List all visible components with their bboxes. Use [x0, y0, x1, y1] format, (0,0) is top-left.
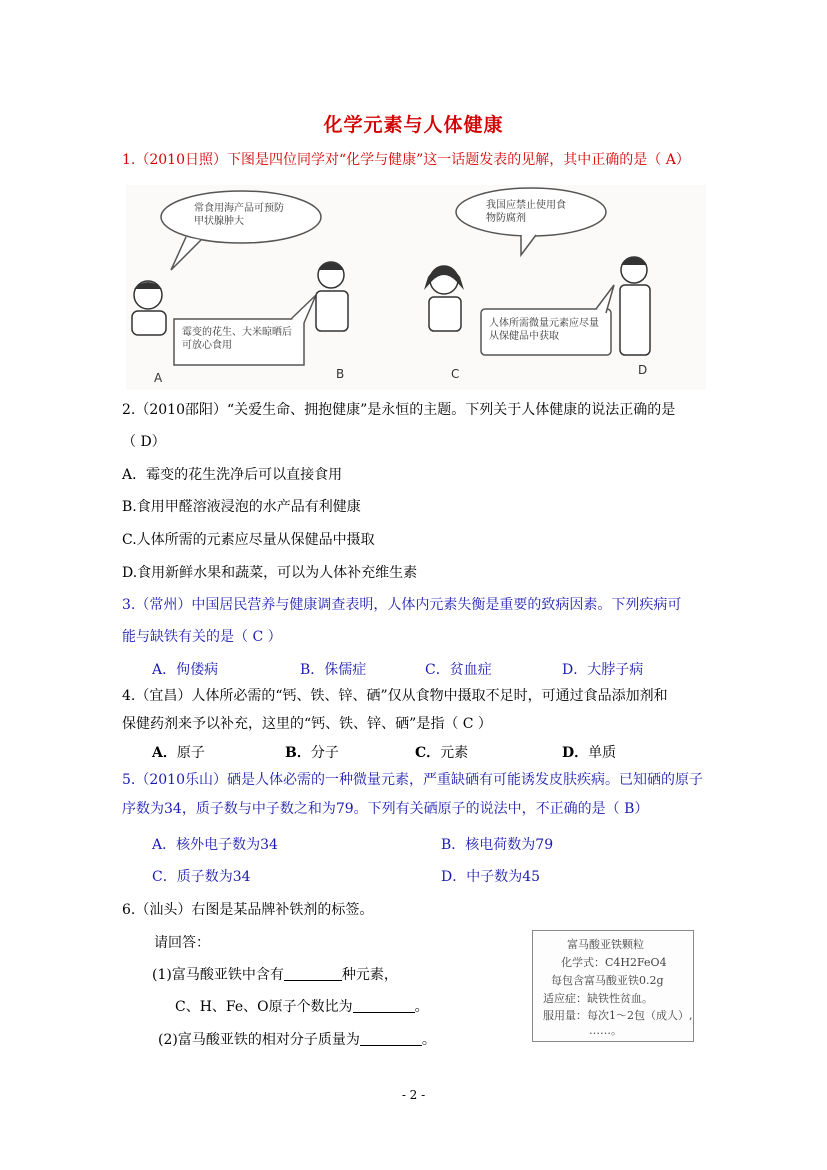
page-title: 化学元素与人体健康	[323, 114, 504, 136]
question-3-option-c: C．贫血症	[425, 662, 492, 678]
figure-label-c: C	[451, 367, 460, 381]
student-a-figure	[132, 281, 166, 335]
label-indication: 适应症：缺铁性贫血。	[543, 992, 653, 1005]
label-formula: 化学式：C4H2FeO4	[561, 956, 667, 969]
question-3-option-b: B．侏儒症	[300, 662, 367, 678]
answer-blank-element-count[interactable]	[284, 966, 342, 981]
question-2-line-1: 2.（2010邵阳）“关爱生命、拥抱健康”是永恒的主题。下列关于人体健康的说法正确的是	[122, 402, 676, 418]
label-ellipsis: ……。	[589, 1024, 622, 1037]
ratio-text: C、H、Fe、O原子个数比为	[175, 999, 353, 1015]
bubble-b-text: 霉变的花生、大米晾晒后可放心食用	[182, 327, 292, 351]
question-4-line-2: 保健药剂来予以补充，这里的“钙、铁、锌、硒”是指（ C ）	[122, 716, 492, 732]
question-2-option-b: B.食用甲醛溶液浸泡的水产品有利健康	[122, 499, 361, 515]
question-3-option-a: A．佝偻病	[152, 662, 219, 678]
student-d-figure	[620, 257, 650, 355]
question-2-option-a: A．霉变的花生洗净后可以直接食用	[122, 467, 343, 483]
option-text: 原子	[176, 745, 205, 761]
label-title: 富马酸亚铁颗粒	[567, 938, 644, 951]
student-c-figure	[424, 266, 464, 331]
question-4-option-c	[415, 744, 468, 762]
part-1-suffix: 种元素，	[341, 967, 398, 983]
question-5-option-a: A．核外电子数为34	[152, 837, 278, 853]
question-1-text: 1.（2010日照）下图是四位同学对“化学与健康”这一话题发表的见解，其中正确的是（ A）	[122, 152, 690, 168]
option-text: 单质	[588, 745, 617, 761]
figure-label-d: D	[638, 363, 648, 377]
option-text: 元素	[440, 745, 469, 761]
question-3-line-2: 能与缺铁有关的是（ C ）	[122, 629, 282, 645]
bubble-d-text: 人体所需微量元素应尽量从保健品中获取	[489, 318, 599, 342]
part-2-suffix: 。	[421, 1032, 436, 1048]
bubble-c-text: 我国应禁止使用食物防腐剂	[486, 200, 566, 224]
answer-blank-atom-ratio[interactable]	[353, 998, 415, 1013]
figure-label-b: B	[336, 367, 345, 381]
question-3-line-1: 3.（常州）中国居民营养与健康调查表明，人体内元素失衡是重要的致病因素。下列疾病可	[122, 597, 682, 613]
question-6-part-1	[152, 966, 398, 984]
question-5-option-b: B．核电荷数为79	[441, 837, 554, 853]
question-5-option-d: D．中子数为45	[441, 869, 541, 885]
iron-supplement-label	[532, 930, 694, 1042]
question-6-prompt: 请回答：	[154, 935, 210, 951]
question-4-line-1: 4.（宜昌）人体所必需的“钙、铁、锌、硒”仅从食物中摄取不足时，可通过食品添加剂和	[122, 688, 668, 704]
question-4-option-a	[152, 744, 205, 762]
question-6-line-1: 6.（汕头）右图是某品牌补铁剂的标签。	[122, 902, 374, 918]
question-2-option-c: C.人体所需的元素应尽量从保健品中摄取	[122, 532, 375, 548]
bubble-a-text: 常食用海产品可预防甲状腺肿大	[194, 203, 284, 227]
option-letter: C．	[415, 745, 441, 761]
question-6-part-2	[158, 1031, 436, 1049]
question-5-line-2: 序数为34，质子数与中子数之和为79。下列有关硒原子的说法中，不正确的是（ B）	[122, 801, 649, 817]
question-3-option-d: D．大脖子病	[562, 662, 644, 678]
student-b-figure	[316, 262, 348, 331]
question-5-line-1: 5.（2010乐山）硒是人体必需的一种微量元素，严重缺硒有可能诱发皮肤疾病。已知硒的原子	[122, 772, 703, 788]
question-5-option-c: C．质子数为34	[152, 869, 251, 885]
answer-blank-molecular-mass[interactable]	[360, 1031, 422, 1046]
figure-label-a: A	[154, 371, 163, 385]
label-dosage: 服用量：每次1～2包（成人）,	[543, 1009, 693, 1022]
option-letter: B．	[285, 745, 311, 761]
question-2-line-2: （ D）	[122, 434, 166, 450]
part-2-text: (2)富马酸亚铁的相对分子质量为	[158, 1032, 360, 1048]
option-letter: A．	[152, 745, 177, 761]
question-2-option-d: D.食用新鲜水果和蔬菜，可以为人体补充维生素	[122, 565, 418, 581]
ratio-suffix: 。	[414, 999, 429, 1015]
health-discussion-illustration	[126, 185, 706, 390]
question-6-ratio	[175, 998, 429, 1016]
option-text: 分子	[310, 745, 339, 761]
option-letter: D．	[562, 745, 589, 761]
label-content: 每包含富马酸亚铁0.2g	[551, 974, 664, 987]
question-4-option-b	[285, 744, 339, 762]
part-1-text: (1)富马酸亚铁中含有	[152, 967, 284, 983]
page-number: - 2 -	[401, 1088, 426, 1102]
question-4-option-d	[562, 744, 616, 762]
